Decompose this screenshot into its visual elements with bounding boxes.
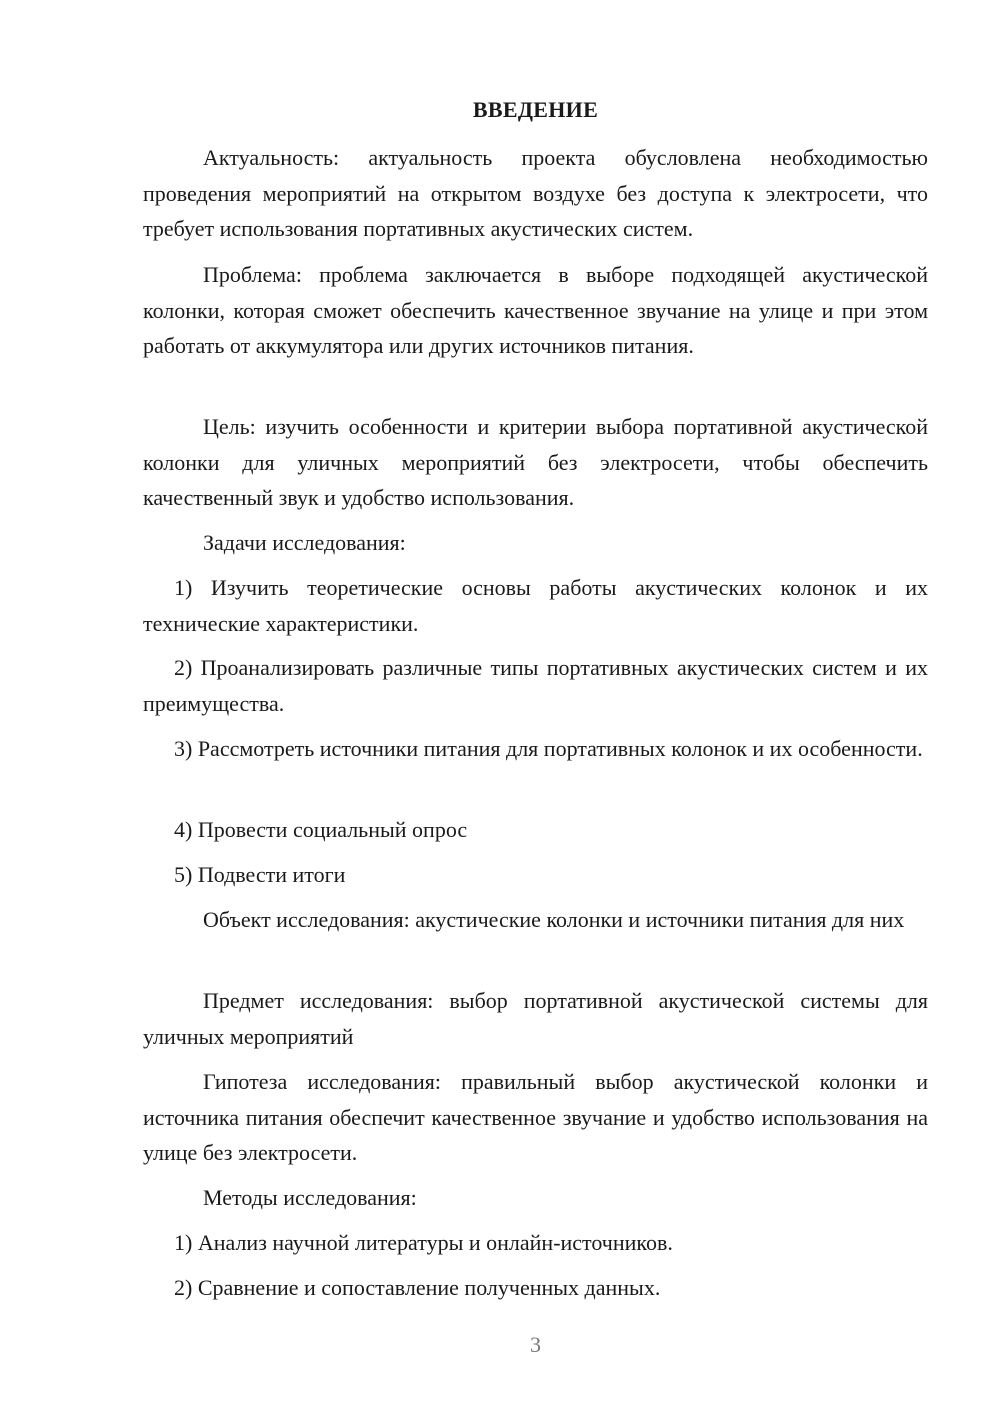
document-page — [143, 0, 928, 1414]
list-item-method-1: 1) Анализ научной литературы и онлайн-источников. — [174, 1230, 673, 1255]
list-item-task-5: 5) Подвести итоги — [174, 862, 346, 887]
list-item-task-2: 2) Проанализировать различные типы портативных акустических систем и их преимущества. — [143, 655, 928, 716]
paragraph-object: Объект исследования: акустические колонки и источники питания для них — [203, 907, 905, 932]
page-number: 3 — [530, 1332, 541, 1357]
paragraph-relevance: Актуальность: актуальность проекта обусловлена необходимостью проведения мероприятий на открытом воздухе без доступа к электросети, что требует использования портативных акустических систем. — [143, 145, 928, 241]
paragraph-problem: Проблема: проблема заключается в выборе подходящей акустической колонки, которая сможет обеспечить качественное звучание на улице и при этом работать от аккумулятора или других источников питания. — [143, 262, 928, 358]
paragraph-methods-heading: Методы исследования: — [203, 1185, 417, 1210]
paragraph-goal: Цель: изучить особенности и критерии выбора портативной акустической колонки для уличных мероприятий без электросети, чтобы обеспечить качественный звук и удобство использования. — [143, 414, 928, 510]
paragraph-hypothesis: Гипотеза исследования: правильный выбор акустической колонки и источника питания обеспечит качественное звучание и удобство использования на улице без электросети. — [143, 1069, 928, 1165]
paragraph-subject: Предмет исследования: выбор портативной акустической системы для уличных мероприятий — [143, 988, 928, 1049]
list-item-task-3: 3) Рассмотреть источники питания для портативных колонок и их особенности. — [174, 736, 923, 761]
list-item-method-2: 2) Сравнение и сопоставление полученных данных. — [174, 1275, 661, 1300]
paragraph-tasks-heading: Задачи исследования: — [203, 530, 406, 555]
list-item-task-4: 4) Провести социальный опрос — [174, 817, 468, 842]
section-title: ВВЕДЕНИЕ — [472, 97, 599, 122]
list-item-task-1: 1) Изучить теоретические основы работы акустических колонок и их технические характеристики. — [143, 575, 928, 636]
